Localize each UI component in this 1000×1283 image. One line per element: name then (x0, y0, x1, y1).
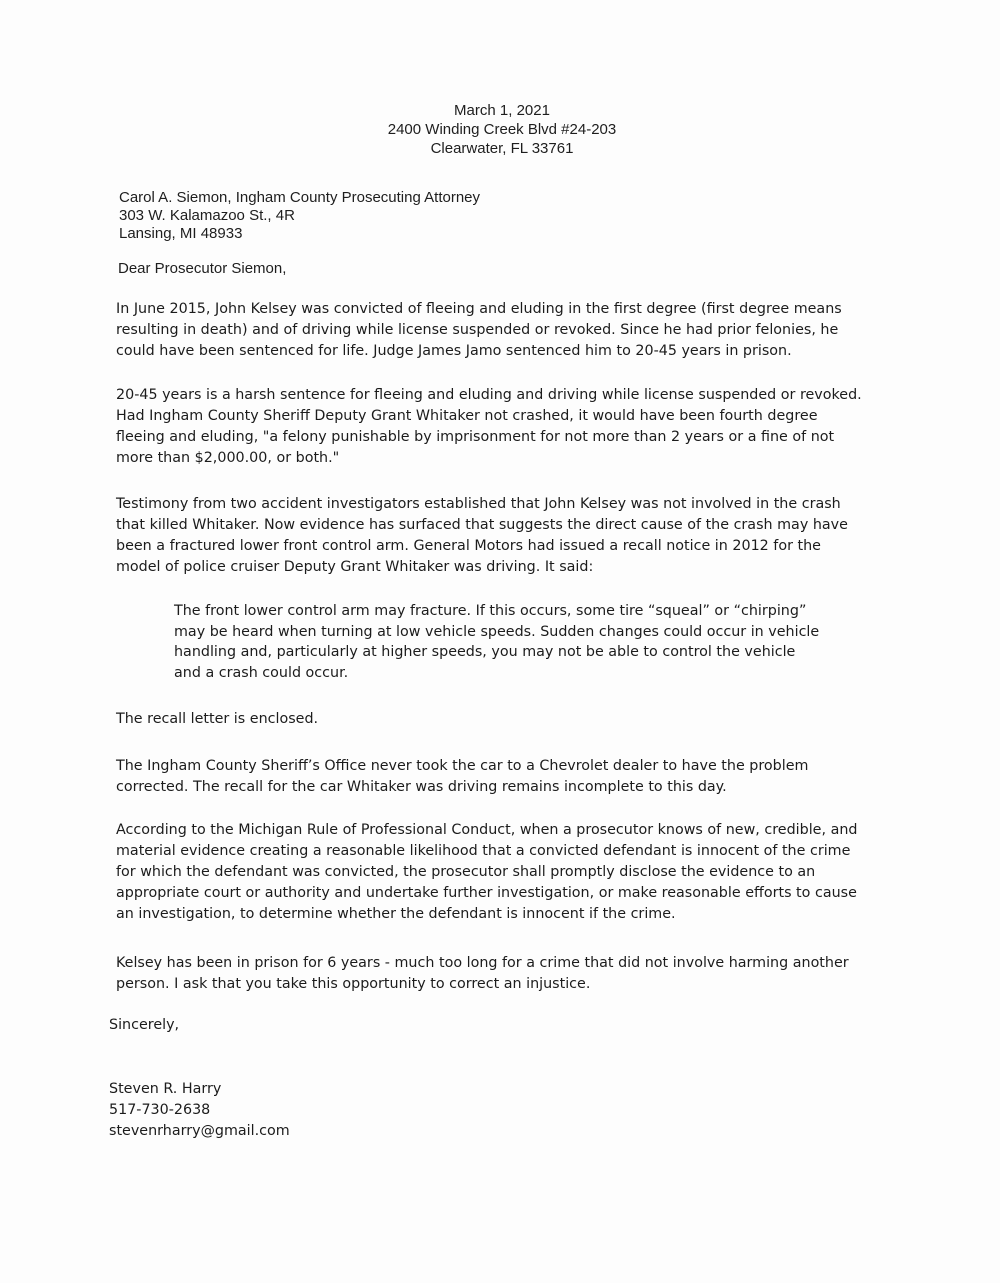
signer-email: stevenrharry@gmail.com (109, 1123, 290, 1139)
paragraph-recall-enclosed: The recall letter is enclosed. (116, 711, 319, 727)
sender-header (0, 101, 1000, 158)
recipient-line3: Lansing, MI 48933 (119, 225, 243, 242)
signature-block (109, 1079, 290, 1142)
recipient-line1: Carol A. Siemon, Ingham County Prosecuting Attorney (119, 189, 481, 206)
paragraph-request: Kelsey has been in prison for 6 years - much too long for a crime that did not involve harming another person. I ask that you take this opportunity to correct an injustice. (116, 955, 849, 992)
sender-address-line2: Clearwater, FL 33761 (430, 140, 574, 157)
paragraph-rule: According to the Michigan Rule of Professional Conduct, when a prosecutor knows of new, credible, and material evidence creating a reasonable likelihood that a convicted defendant is innocent of the crime for which the defendant was convicted, the prosecutor shall promptly disclose the evidence to an appropriate court or authority and undertake further investigation, or make reasonable efforts to cause an investigation, to determine whether the defendant is innocent if the crime. (116, 822, 858, 922)
paragraph-conviction: In June 2015, John Kelsey was convicted of fleeing and eluding in the first degree (first degree means resulting in death) and of driving while license suspended or revoked. Since he had prior felonies, he could have been sentenced for life. Judge James Jamo sentenced him to 20-45 years in prison. (116, 301, 842, 359)
signer-name: Steven R. Harry (109, 1081, 222, 1097)
sender-address-line1: 2400 Winding Creek Blvd #24-203 (387, 121, 617, 138)
recipient-line2: 303 W. Kalamazoo St., 4R (119, 207, 295, 224)
recipient-block (119, 189, 480, 243)
recall-quote: The front lower control arm may fracture. If this occurs, some tire “squeal” or “chirping” may be heard when turning at low vehicle speeds. Sudden changes could occur in vehicle handling and, particularly at higher speeds, you may not be able to control the vehicle and a crash could occur. (174, 603, 820, 681)
signer-phone: 517-730-2638 (109, 1102, 211, 1118)
closing: Sincerely, (109, 1017, 180, 1033)
paragraph-sentence: 20-45 years is a harsh sentence for fleeing and eluding and driving while license suspended or revoked. Had Ingham County Sheriff Deputy Grant Whitaker not crashed, it would have been fourth degree fleeing and eluding, "a felony punishable by imprisonment for not more than 2 years or a fine of not more than $2,000.00, or both." (116, 387, 862, 466)
letter-date: March 1, 2021 (454, 102, 550, 119)
paragraph-sheriff-office: The Ingham County Sheriff’s Office never took the car to a Chevrolet dealer to have the problem corrected. The recall for the car Whitaker was driving remains incomplete to this day. (116, 758, 809, 795)
salutation: Dear Prosecutor Siemon, (118, 260, 287, 277)
paragraph-testimony: Testimony from two accident investigators established that John Kelsey was not involved in the crash that killed Whitaker. Now evidence has surfaced that suggests the direct cause of the crash may have been a fractured lower front control arm. General Motors had issued a recall notice in 2012 for the model of police cruiser Deputy Grant Whitaker was driving. It said: (116, 496, 848, 575)
